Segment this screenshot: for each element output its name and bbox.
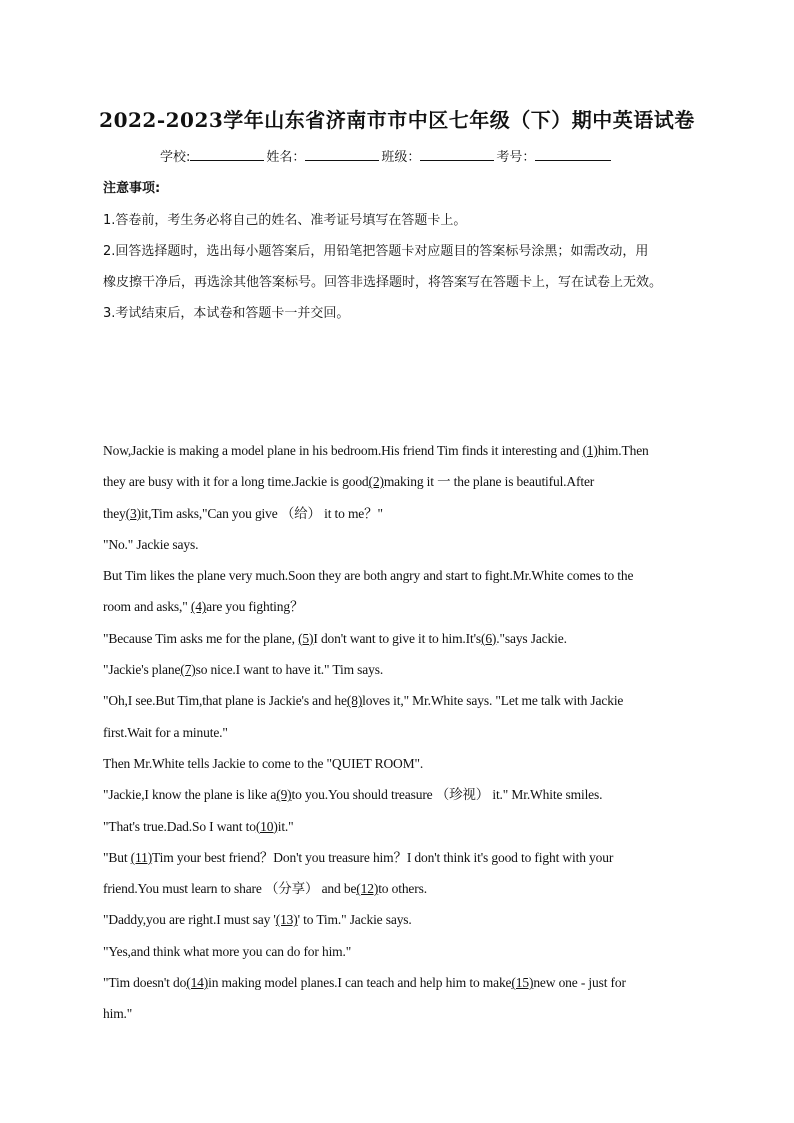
passage-text: "No." Jackie says. (103, 536, 199, 552)
name-blank (305, 148, 379, 161)
passage-line (103, 939, 703, 970)
passage-text: it." (277, 818, 294, 834)
passage-text: Now,Jackie is making a model plane in his bedroom.His friend Tim finds it interesting and (103, 443, 583, 458)
student-info-row (160, 146, 613, 165)
passage-text: "Jackie,I know the plane is like a (103, 787, 277, 803)
blank-number: (5) (298, 630, 314, 646)
passage-line (103, 845, 703, 876)
class-label: 班级： (381, 150, 421, 165)
exam-no-blank (535, 148, 611, 161)
passage-line (103, 469, 703, 500)
blank-number: (12) (356, 881, 379, 897)
passage-text: to you.You should treasure （珍视） it." Mr.White smiles. (291, 787, 603, 803)
passage-line (103, 438, 703, 469)
passage-text: "That's true.Dad.So I want to (103, 818, 256, 834)
passage-line (103, 532, 703, 563)
note-item: 3.考试结束后，本试卷和答题卡一并交回。 (103, 306, 350, 321)
passage-text: they are busy with it for a long time.Jackie is good (103, 474, 369, 490)
passage-line (103, 907, 703, 938)
passage-text: "But (103, 849, 131, 865)
blank-number: (8) (346, 693, 363, 709)
blank-number: (4) (190, 599, 207, 615)
passage-line (103, 501, 703, 532)
passage-line (103, 688, 703, 719)
passage-text: in making model planes.I can teach and help him to make (208, 975, 512, 991)
passage-text: "Because Tim asks me for the plane, (103, 630, 299, 646)
passage-text: "Oh,I see.But Tim,that plane is Jackie's and he (103, 693, 347, 709)
passage-text: friend.You must learn to share （分享） and be (103, 881, 357, 897)
passage-text: loves it," Mr.White says. "Let me talk with Jackie (362, 693, 624, 709)
name-label: 姓名： (266, 150, 306, 165)
passage-line (103, 782, 703, 813)
blank-number: (3) (125, 505, 141, 521)
passage-text: first.Wait for a minute." (103, 724, 228, 740)
class-blank (420, 148, 494, 161)
passage-line (103, 657, 703, 688)
blank-number: (2) (368, 474, 384, 490)
passage-text: are you fighting？ (206, 599, 304, 615)
passage-line (103, 751, 703, 782)
blank-number: (14) (186, 975, 209, 991)
passage-line (103, 626, 703, 657)
exam-title: 2022-2023学年山东省济南市市中区七年级（下）期中英语试卷 (99, 108, 695, 132)
blank-number: (1) (582, 443, 598, 458)
passage-line (103, 970, 703, 1001)
passage-line (103, 1001, 703, 1032)
note-item: 2.回答选择题时，选出每小题答案后，用铅笔把答题卡对应题目的答案标号涂黑；如需改动，用 (103, 244, 649, 259)
blank-number: (11) (130, 849, 153, 865)
passage-line (103, 720, 703, 751)
note-item: 1.答卷前，考生务必将自己的姓名、准考证号填写在答题卡上。 (103, 213, 467, 228)
cloze-passage (103, 438, 703, 1033)
blank-number: (9) (276, 787, 292, 803)
blank-number: (6) (480, 630, 497, 646)
passage-text: him." (103, 1006, 133, 1022)
blank-number: (7) (180, 662, 196, 678)
passage-text: it,Tim asks,"Can you give （给） it to me？" (140, 505, 383, 521)
passage-text: him.Then (597, 443, 649, 458)
passage-text: so nice.I want to have it." Tim says. (195, 662, 384, 678)
blank-number: (13) (275, 912, 298, 928)
passage-text: But Tim likes the plane very much.Soon they are both angry and start to fight.Mr.White comes to the (103, 568, 634, 584)
passage-text: to others. (378, 881, 427, 897)
passage-text: I don't want to give it to him.It's (313, 630, 481, 646)
passage-text: "Yes,and think what more you can do for him." (103, 943, 352, 959)
passage-line (103, 814, 703, 845)
passage-text: Then Mr.White tells Jackie to come to the "QUIET ROOM". (103, 755, 424, 771)
passage-line (103, 594, 703, 625)
passage-text: "Tim doesn't do (103, 975, 187, 991)
passage-text: room and asks," (103, 599, 191, 615)
passage-text: ."says Jackie. (496, 630, 567, 646)
passage-text: making it 一 the plane is beautiful.After (383, 474, 595, 490)
passage-text: Tim your best friend？Don't you treasure him？I don't think it's good to fight with your (152, 849, 614, 865)
exam-no-label: 考号： (496, 150, 536, 165)
note-item: 橡皮擦干净后，再选涂其他答案标号。回答非选择题时，将答案写在答题卡上，写在试卷上无效。 (103, 275, 663, 290)
blank-number: (15) (511, 975, 534, 991)
passage-text: new one - just for (533, 975, 626, 991)
passage-text: "Jackie's plane (103, 662, 181, 678)
school-blank (190, 148, 264, 161)
notes-heading: 注意事项: (103, 181, 161, 196)
passage-text: ' to Tim." Jackie says. (297, 912, 412, 928)
blank-number: (10) (255, 818, 278, 834)
passage-text: they (103, 505, 126, 521)
passage-text: "Daddy,you are right.I must say ' (103, 912, 276, 928)
school-label: 学校: (160, 150, 191, 165)
passage-line (103, 876, 703, 907)
passage-line (103, 563, 703, 594)
